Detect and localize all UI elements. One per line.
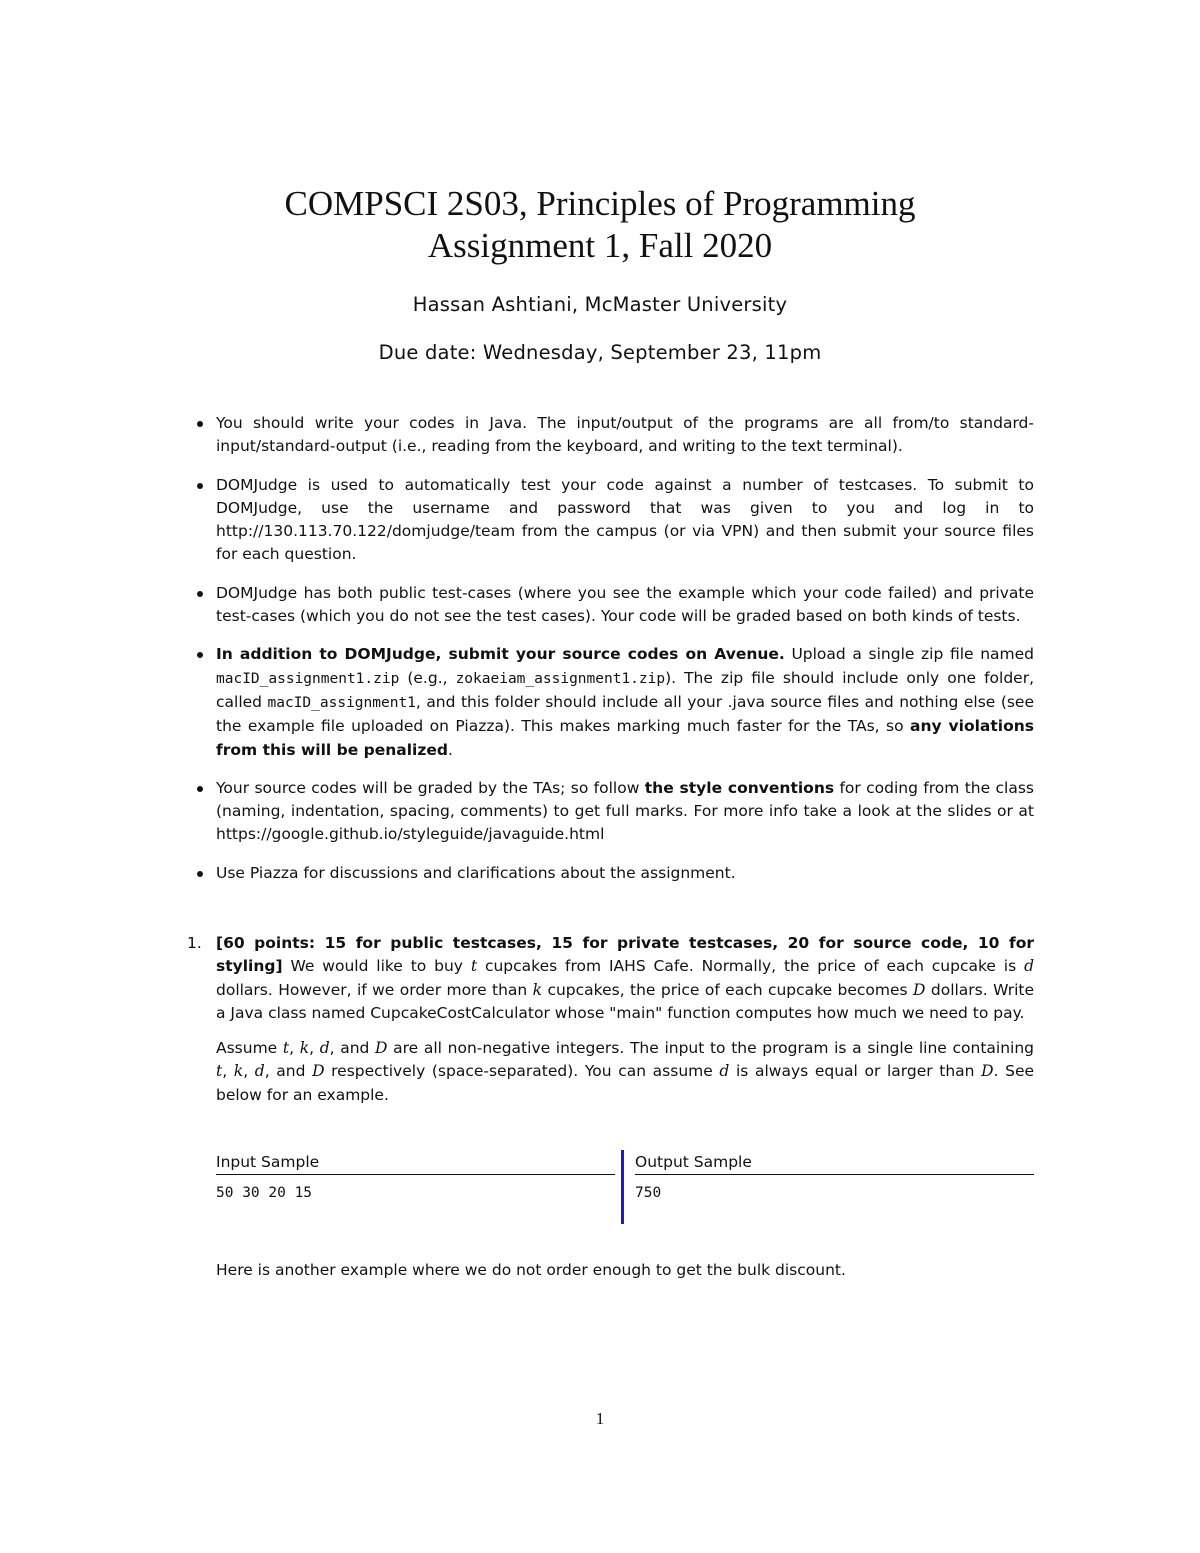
variable: d [254,1062,265,1081]
variable: t [470,957,478,976]
sample-table [216,1150,1034,1228]
bullet-icon [197,421,203,427]
question-paragraph [216,932,1034,1025]
points-text: [60 points: 15 for public testcases, 15 for private testcases, 20 for source code, 10 for styling] [216,934,1034,976]
bullet-icon [197,591,203,597]
question-text: , [289,1039,300,1058]
variable: k [233,1062,244,1081]
variable: d [319,1039,330,1058]
list-item [0,582,1034,629]
list-item [0,777,1034,847]
bold-text: any violations from this will be penalized [216,717,1035,759]
due-date: Due date: Wednesday, September 23, 11pm [378,341,822,364]
question-text: , [243,1062,255,1081]
variable: k [299,1039,310,1058]
bullet-text: Your source codes will be graded by the TAs; so follow [216,778,645,797]
another-example-text: Here is another example where we do not order enough to get the bulk discount. [216,1261,846,1279]
bullet-text: . [447,740,453,759]
input-sample-value: 50 30 20 15 [216,1185,313,1201]
variable: t [216,1062,223,1081]
column-divider [621,1150,624,1224]
question-text: We would like to buy [282,957,471,976]
question-text: , [222,1062,234,1081]
question-text: , [309,1039,320,1058]
question-text: . See below for an example. [216,1062,1035,1104]
bullet-text: Use Piazza for discussions and clarifications about the assignment. [216,863,736,882]
question-text: Assume [216,1039,283,1058]
bullet-icon [197,483,203,489]
output-sample-column [635,1150,1034,1201]
output-sample-value: 750 [635,1185,662,1201]
input-sample-header: Input Sample [216,1150,615,1175]
filename-example: zokaeiam_assignment1.zip [455,670,666,687]
input-sample-column [216,1150,615,1201]
page-number: 1 [595,1409,605,1428]
bullet-icon [197,652,203,658]
question-number: 1. [187,934,202,952]
list-item [0,643,1034,761]
title-line-2: Assignment 1, Fall 2020 [427,226,773,265]
bullet-text: (e.g., [399,668,456,687]
variable: D [312,1062,325,1081]
question-text: cupcakes from IAHS Cafe. Normally, the price of each cupcake is [477,957,1025,976]
filename: macID_assignment1.zip [216,670,400,687]
list-item [0,474,1034,567]
list-item [0,412,1034,459]
variable: k [532,980,543,999]
author: Hassan Ashtiani, McMaster University [412,293,788,316]
bullet-text: , and this folder should include all your .java source files and nothing else (see the example file uploaded on Piazza). This makes marking much faster for the TAs, so [216,692,1035,736]
bold-text: the style conventions [644,778,835,797]
question-text: dollars. Write a Java class named CupcakeCostCalculator whose "main" function computes how much we need to pay. [216,980,1034,1022]
question-text: , and [264,1062,313,1081]
variable: d [1024,957,1034,976]
title-line-1: COMPSCI 2S03, Principles of Programming [284,184,916,223]
question-text: are all non-negative integers. The input to the program is a single line containing [387,1039,1034,1058]
variable: D [375,1039,388,1058]
question-text: , and [329,1039,376,1058]
question-1 [0,932,1200,1107]
instructions-list [0,412,1200,900]
variable: D [913,980,926,999]
list-item [0,862,1034,885]
bullet-text: DOMJudge is used to automatically test your code against a number of testcases. To submit to DOMJudge, use the username and password that was given to you and log in to http://130.113.70.122/domjudge/team from the campus (or via VPN) and then submit your source files for each question. [216,475,1034,564]
question-text: cupcakes, the price of each cupcake becomes [542,980,914,999]
question-text: respectively (space-separated). You can assume [324,1062,720,1081]
bullet-text: You should write your codes in Java. The input/output of the programs are all from/to standard-input/standard-output (i.e., reading from the keyboard, and writing to the text terminal). [216,414,1034,456]
question-text: dollars. However, if we order more than [216,980,533,999]
bold-text: In addition to DOMJudge, submit your source codes on Avenue. [216,645,785,664]
bullet-text: for coding from the class (naming, indentation, spacing, comments) to get full marks. For more info take a look at the slides or at https://google.github.io/styleguide/javaguide.html [216,778,1035,844]
folder-name: macID_assignment1 [267,694,416,711]
output-sample-header: Output Sample [635,1150,1034,1175]
bullet-text: Upload a single zip file named [784,645,1034,664]
bullet-icon [197,786,203,792]
variable: t [282,1039,290,1058]
question-text: is always equal or larger than [729,1062,982,1081]
variable: d [719,1062,730,1081]
bullet-text: ). The zip file should include only one folder, called [216,668,1034,711]
bullet-icon [197,871,203,877]
variable: D [981,1062,994,1081]
bullet-text: DOMJudge has both public test-cases (where you see the example which your code failed) and private test-cases (which you do not see the test cases). Your code will be graded based on both kinds of tests. [216,583,1034,626]
question-paragraph [216,1037,1034,1107]
